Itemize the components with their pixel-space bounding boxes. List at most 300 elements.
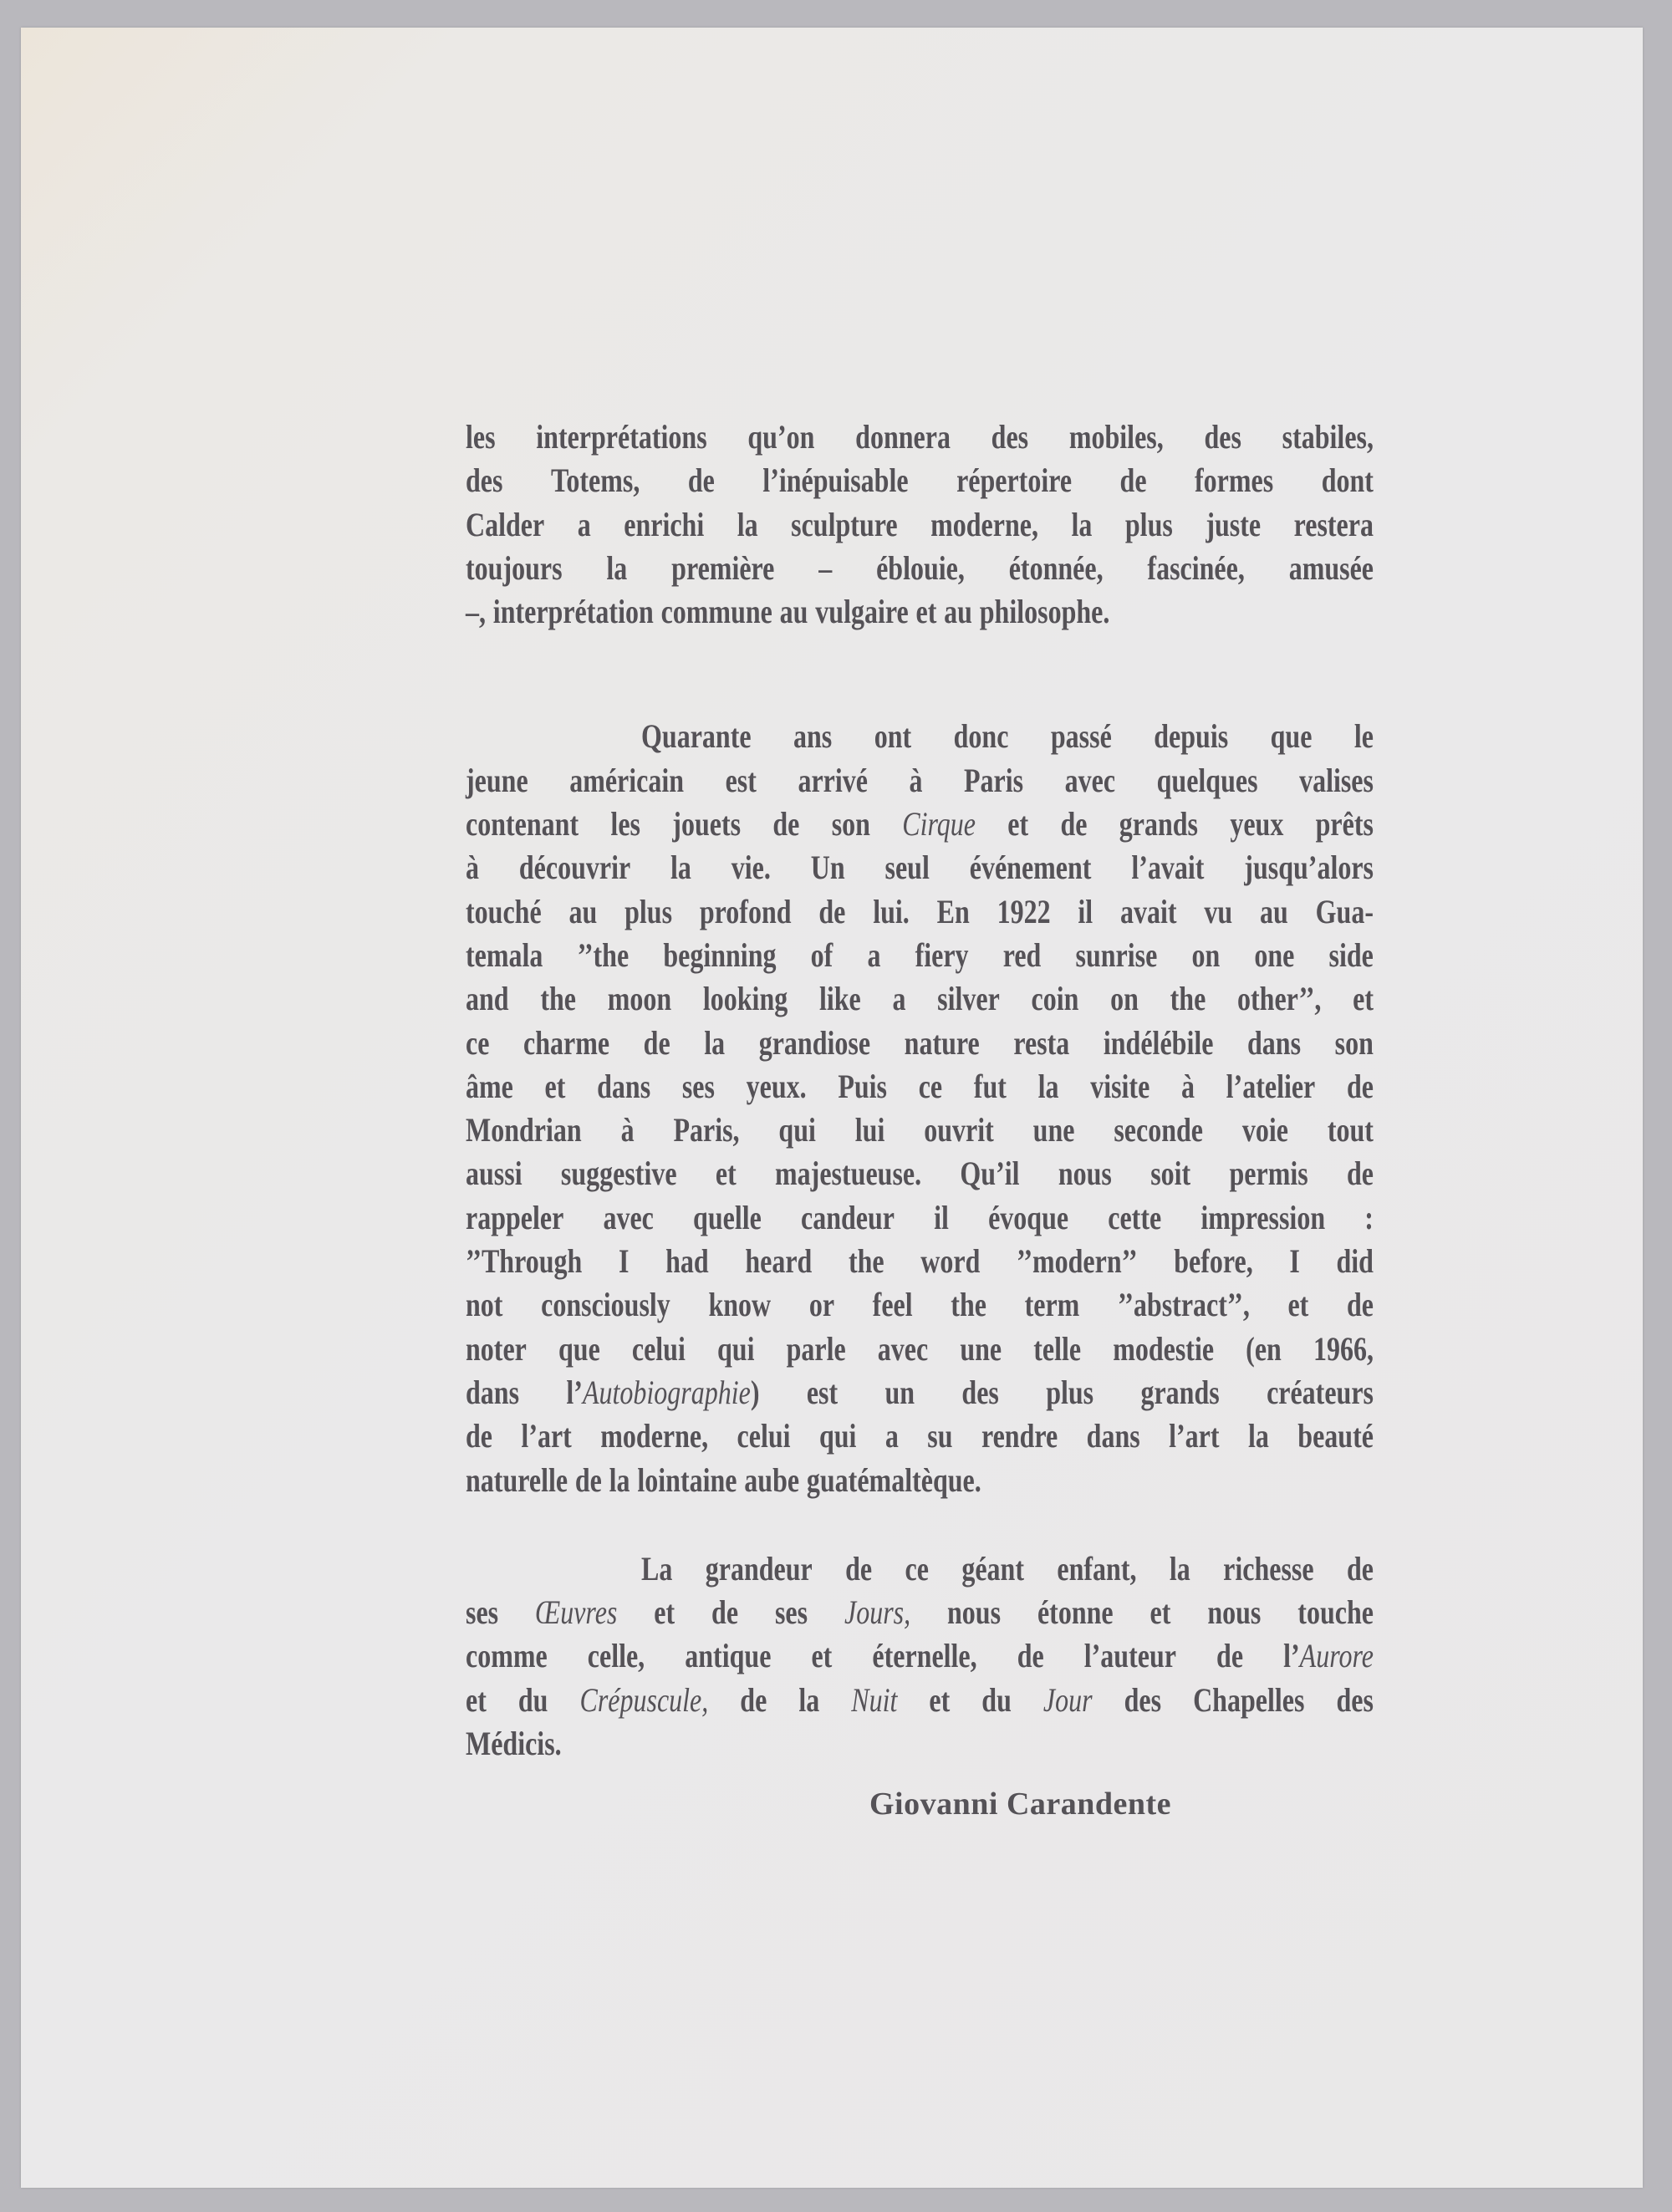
word: répertoire [956,461,1073,500]
word: ’’the [577,935,630,974]
word: yeux [1230,805,1284,844]
word: –, [466,593,486,631]
word: 1966, [1313,1329,1374,1368]
word: La [641,1549,673,1588]
word: Gua- [1315,892,1374,930]
word: did [1336,1242,1374,1281]
word: l’Aurore [1283,1637,1374,1675]
word: toujours [466,548,563,587]
text-line [466,1196,1374,1240]
word: – [818,548,833,587]
word: side [1328,935,1374,974]
word: des [466,461,503,500]
word: consciously [541,1286,670,1324]
paragraph [466,715,1374,1501]
word: de [1346,1067,1374,1105]
word: que [1270,717,1313,756]
paragraph-gap [466,634,1374,715]
word: événement [969,849,1092,887]
word: de [711,1593,739,1632]
word: the [951,1286,986,1324]
text-line [466,759,1374,803]
word: dans [597,1067,651,1105]
text-line [466,803,1374,846]
word: impression [1200,1198,1326,1236]
word: et [1007,805,1029,844]
word: il [1078,892,1093,930]
word: juste [1206,505,1262,543]
word: créateurs [1267,1373,1374,1411]
word: En [936,892,970,930]
text-line [466,1022,1374,1065]
word: silver [937,980,1000,1018]
word: l’Autobiographie) [566,1373,760,1411]
word: other’’, [1237,980,1322,1018]
word: nous [1058,1154,1112,1193]
word: grands [1140,1373,1220,1411]
word: son [831,805,870,844]
word: grandiose [758,1023,871,1062]
word: avec [1064,761,1116,799]
word: américain [569,761,685,799]
word: red [1002,935,1042,974]
word: ses [774,1593,808,1632]
paragraph [466,415,1374,634]
word: découvrir [518,849,631,887]
word: feel [872,1286,913,1324]
word: lointaine [637,1460,737,1499]
word: ’’abstract’’, [1117,1286,1250,1324]
word: qui [778,1111,816,1149]
word: au [568,892,598,930]
word: Œuvres [535,1593,618,1632]
word: seconde [1114,1111,1203,1149]
word: géant [961,1549,1024,1588]
word: touché [466,892,542,930]
word: Chapelles [1193,1680,1305,1719]
word: comme [466,1637,548,1675]
word: de [1216,1637,1244,1675]
word: Crépuscule, [579,1680,709,1719]
word: parle [786,1329,846,1368]
word: yeux. [746,1067,807,1105]
word: âme [466,1067,513,1105]
word: commune [660,593,772,631]
text-line [466,1634,1374,1678]
word: heard [745,1242,813,1281]
word: Paris [964,761,1024,799]
word: est [725,761,757,799]
word: la [1037,1067,1059,1105]
word: tout [1327,1111,1374,1149]
word: éblouie, [876,548,965,587]
text-line [466,1283,1374,1327]
word: la [798,1680,820,1719]
text-line [466,1371,1374,1414]
word: restera [1293,505,1374,543]
word: vu [1204,892,1233,930]
word: naturelle [466,1460,568,1499]
word: sculpture [791,505,898,543]
word: celui [737,1417,791,1455]
word: charme [523,1023,610,1062]
word: philosophe. [979,593,1110,631]
word: la [1169,1549,1190,1588]
word: jeune [466,761,528,799]
word: et [544,1067,566,1105]
word: à [466,849,479,887]
word: plus [1124,505,1173,543]
word: de [1119,461,1147,500]
word: a [867,935,881,974]
word: Jour [1042,1680,1093,1719]
word: cette [1108,1198,1162,1236]
article-body [466,415,1374,1766]
word: temala [466,935,543,974]
word: contenant [466,805,579,844]
text-line [466,890,1374,934]
word: sunrise [1075,935,1158,974]
word: like [818,980,861,1018]
word: on [1191,935,1221,974]
word: Calder [466,505,545,543]
word: l’art [1169,1417,1220,1455]
word: of [810,935,833,974]
word: ’’modern’’ [1017,1242,1138,1281]
word: une [960,1329,1002,1368]
word: évoque [988,1198,1069,1236]
word: enfant, [1057,1549,1137,1588]
word: la [1247,1417,1269,1455]
word: on [1110,980,1139,1018]
text-line [466,1459,1374,1502]
word: one [1254,935,1295,974]
word: dont [1321,461,1374,500]
word: su [927,1417,953,1455]
word: ouvrit [924,1111,994,1149]
word: the [848,1242,884,1281]
word: indélébile [1103,1023,1214,1062]
word: looking [702,980,788,1018]
text-line [466,590,1374,634]
word: de [1060,805,1088,844]
word: majestueuse. [775,1154,922,1193]
text-line [466,459,1374,502]
word: la [1071,505,1093,543]
word: modestie [1113,1329,1215,1368]
author-signature: Giovanni Carandente [869,1786,1172,1822]
word: et [915,593,937,631]
word: de [1017,1637,1044,1675]
word: before, [1174,1242,1253,1281]
word: seul [884,849,930,887]
word: donnera [855,418,951,456]
word: Jours, [844,1593,911,1632]
word: depuis [1154,717,1229,756]
word: the [1170,980,1206,1018]
word: moon [607,980,672,1018]
word: suggestive [560,1154,677,1193]
paragraph-gap [466,1502,1374,1547]
word: ses [466,1593,499,1632]
word: des [1204,418,1241,456]
word: qui [818,1417,857,1455]
word: et [654,1593,675,1632]
word: aube [744,1460,800,1499]
word: soit [1150,1154,1191,1193]
word: visite [1090,1067,1150,1105]
word: des [1336,1680,1374,1719]
word: un [884,1373,915,1411]
word: rappeler [466,1198,564,1236]
word: nature [904,1023,980,1062]
word: a [577,505,591,543]
word: know [708,1286,772,1324]
word: la [606,548,628,587]
word: word [920,1242,981,1281]
word: dans [466,1373,520,1411]
text-line [466,1109,1374,1152]
word: de [818,892,846,930]
word: lui. [873,892,910,930]
word: et [1287,1286,1309,1324]
word: 1922 [997,892,1051,930]
text-line [466,1328,1374,1371]
word: l’art [521,1417,572,1455]
word: quelle [693,1198,762,1236]
word: aussi [466,1154,522,1193]
word: plus [624,892,673,930]
word: dans [1247,1023,1302,1062]
word: vulgaire [815,593,909,631]
word: celle, [587,1637,645,1675]
word: est [806,1373,839,1411]
word: la [737,505,758,543]
word: not [466,1286,503,1324]
word: donc [953,717,1009,756]
word: au [944,593,972,631]
word: avec [603,1198,654,1236]
word: au [779,593,808,631]
word: et [1353,980,1374,1018]
word: du [517,1680,548,1719]
word: et [811,1637,833,1675]
word: resta [1013,1023,1070,1062]
word: a [892,980,906,1018]
word: son [1334,1023,1374,1062]
word: arrivé [798,761,868,799]
word: et [1150,1593,1171,1632]
word: à [1180,1067,1195,1105]
text-line [466,934,1374,977]
word: première [671,548,775,587]
word: : [1364,1198,1374,1236]
word: la [704,1023,726,1062]
word: grands [1119,805,1199,844]
word: touche [1297,1593,1374,1632]
word: de [845,1549,873,1588]
word: de [1346,1549,1374,1588]
word: étonnée, [1008,548,1104,587]
word: Médicis. [466,1725,562,1763]
word: Paris, [673,1111,740,1149]
word: à [909,761,923,799]
word: guatémaltèque. [806,1460,981,1499]
word: à [620,1111,635,1149]
word: ce [905,1549,929,1588]
word: Puis [838,1067,888,1105]
word: or [808,1286,835,1324]
word: jusqu’alors [1244,849,1374,887]
word: et [929,1680,951,1719]
word: rendre [981,1417,1058,1455]
word: telle [1033,1329,1082,1368]
word: une [1032,1111,1075,1149]
word: de [466,1417,492,1455]
word: fiery [915,935,969,974]
text-line [466,1679,1374,1722]
word: les [610,805,640,844]
text-line [466,1591,1374,1634]
word: qui [716,1329,755,1368]
word: ’’Through [466,1242,583,1281]
word: jouets [672,805,742,844]
word: profond [699,892,792,930]
word: had [665,1242,709,1281]
paragraph [466,1547,1374,1766]
word: Nuit [851,1680,898,1719]
word: ont [874,717,912,756]
word: antique [685,1637,772,1675]
word: de [740,1680,767,1719]
word: enrichi [624,505,705,543]
word: avec [877,1329,929,1368]
word: que [558,1329,600,1368]
word: les [466,418,496,456]
word: Quarante [641,717,752,756]
word: passé [1050,717,1112,756]
text-line [466,715,1374,758]
word: richesse [1223,1549,1314,1588]
word: Qu’il [960,1154,1020,1193]
word: noter [466,1329,527,1368]
word: interprétations [536,418,707,456]
word: qu’on [747,418,815,456]
word: ce [918,1067,943,1105]
word: dans [1086,1417,1140,1455]
word: le [1353,717,1374,756]
text-line [466,1240,1374,1283]
word: l’avait [1131,849,1205,887]
text-line [466,1152,1374,1195]
word: du [981,1680,1012,1719]
word: la [609,1460,630,1499]
word: (en [1246,1329,1282,1368]
word: de [772,805,800,844]
word: ans [793,717,833,756]
word: fut [973,1067,1007,1105]
word: ses [681,1067,715,1105]
word: coin [1031,980,1079,1018]
word: candeur [800,1198,895,1236]
word: Cirque [902,805,976,844]
word: l’auteur [1083,1637,1176,1675]
word: il [934,1198,949,1236]
word: fascinée, [1147,548,1245,587]
word: moderne, [930,505,1038,543]
text-line [466,1547,1374,1591]
word: de [574,1460,602,1499]
word: Totems, [550,461,640,500]
word: term [1024,1286,1080,1324]
text-line [466,503,1374,547]
word: a [884,1417,899,1455]
word: Mondrian [466,1111,582,1149]
word: stabiles, [1282,418,1374,456]
word: de [1347,1154,1374,1193]
word: ce [466,1023,490,1062]
word: nous [1207,1593,1262,1632]
word: plus [1046,1373,1094,1411]
word: de [687,461,715,500]
word: lui [854,1111,885,1149]
word: l’atelier [1226,1067,1316,1105]
word: éternelle, [872,1637,977,1675]
text-line [466,415,1374,459]
word: vie. [731,849,771,887]
word: de [1346,1286,1374,1324]
word: des [961,1373,999,1411]
text-line [466,977,1374,1021]
word: grandeur [705,1549,813,1588]
word: formes [1195,461,1274,500]
word: prêts [1315,805,1374,844]
word: l’inépuisable [762,461,909,500]
text-line [466,846,1374,889]
word: Un [810,849,845,887]
text-line [466,1722,1374,1766]
word: moderne, [600,1417,709,1455]
word: permis [1229,1154,1308,1193]
word: quelques [1156,761,1258,799]
word: et [466,1680,487,1719]
word: I [618,1242,630,1281]
text-line [466,547,1374,590]
word: des [1124,1680,1162,1719]
word: nous [947,1593,1002,1632]
text-line [466,1065,1374,1109]
text-line [466,1414,1374,1458]
word: des [991,418,1029,456]
word: au [1260,892,1288,930]
word: I [1289,1242,1300,1281]
word: étonne [1037,1593,1114,1632]
word: mobiles, [1068,418,1164,456]
word: de [643,1023,670,1062]
word: amusée [1288,548,1374,587]
word: celui [631,1329,686,1368]
word: voie [1241,1111,1288,1149]
word: la [670,849,691,887]
word: beginning [663,935,777,974]
word: et [715,1154,737,1193]
word: beauté [1297,1417,1374,1455]
word: the [540,980,576,1018]
word: and [466,980,509,1018]
word: interprétation [492,593,654,631]
word: avait [1120,892,1177,930]
word: valises [1299,761,1374,799]
